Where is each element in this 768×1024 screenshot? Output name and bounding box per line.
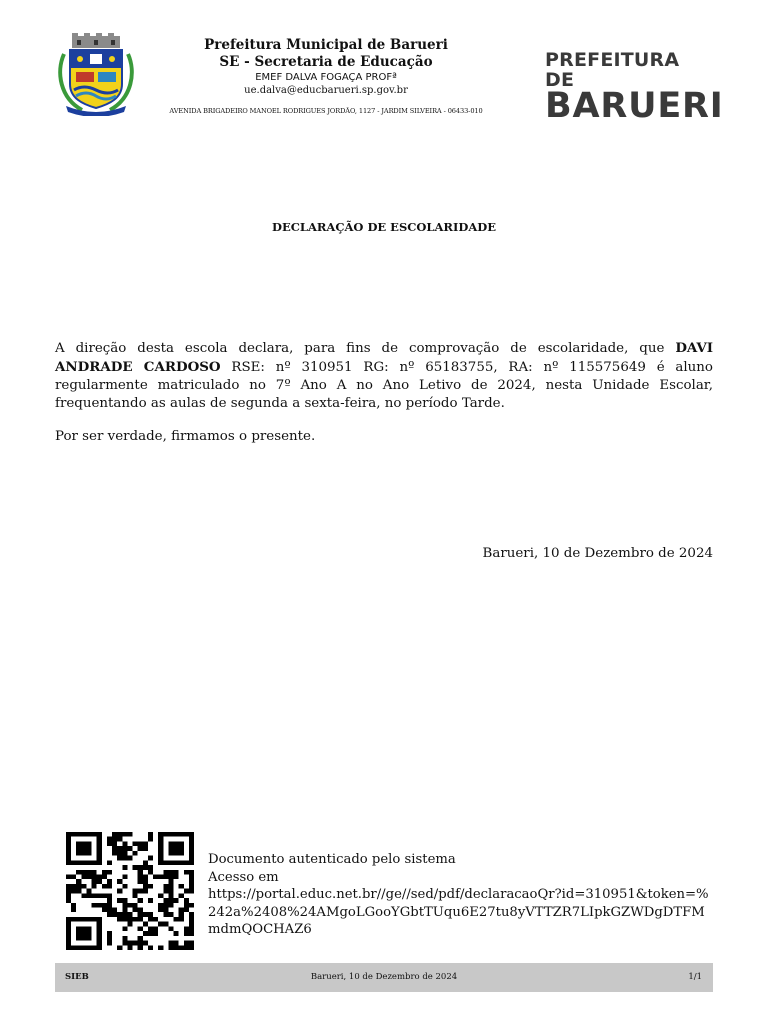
access-label: Acesso em	[208, 869, 279, 885]
document-title: DECLARAÇÃO DE ESCOLARIDADE	[271, 220, 497, 234]
closing-statement: Por ser verdade, firmamos o presente.	[55, 429, 316, 444]
logo-line-2: BARUERI	[545, 86, 724, 126]
student-name: DAVI ANDRADE CARDOSO	[55, 340, 713, 375]
qr-code-icon	[66, 832, 194, 950]
school-address: AVENIDA BRIGADEIRO MANOEL RODRIGUES JORDÃO, 1127 - JARDIM SILVEIRA - 06433-010	[169, 107, 483, 115]
school-email: ue.dalva@educbarueri.sp.gov.br	[244, 85, 408, 96]
department-name: SE - Secretaria de Educação	[219, 54, 433, 70]
footer-date: Barueri, 10 de Dezembro de 2024	[310, 972, 458, 982]
verification-link[interactable]: https://portal.educ.net.br//ge//sed/pdf/declaracaoQr?id=310951&token=%242a%2408%24AMgoLGooYGbtTUqu6E27tu8yVTTZR7LIpkGZWDgDTFMmdmQOCHAZ6	[208, 887, 709, 937]
letterhead	[150, 37, 502, 116]
declaration-intro: A direção desta escola declara, para fins de comprovação de escolaridade, que	[55, 341, 676, 356]
declaration-paragraph	[55, 339, 713, 413]
declaration-details: RSE: nº 310951 RG: nº 65183755, RA: nº 115575649 é aluno regularmente matriculado no 7º Ano A no Ano Letivo de 2024, nesta Unidade Escolar, frequentando as aulas de segunda a sexta-feira, no período Tarde.	[55, 360, 713, 411]
authentication-notice: Documento autenticado pelo sistema	[208, 852, 456, 867]
barueri-coat-of-arms-icon	[56, 32, 136, 116]
logo-line-1: PREFEITURA DE	[545, 49, 680, 91]
municipality-name: Prefeitura Municipal de Barueri	[204, 37, 448, 53]
place-and-date: Barueri, 10 de Dezembro de 2024	[482, 546, 713, 561]
school-name: EMEF DALVA FOGAÇA PROFª	[255, 72, 397, 83]
page-footer	[55, 963, 713, 992]
footer-system-name: SIEB	[65, 972, 89, 982]
authentication-block	[208, 851, 713, 939]
declaration-body	[55, 339, 713, 446]
footer-page-number: 1/1	[688, 972, 702, 982]
prefeitura-barueri-logo	[545, 49, 724, 126]
